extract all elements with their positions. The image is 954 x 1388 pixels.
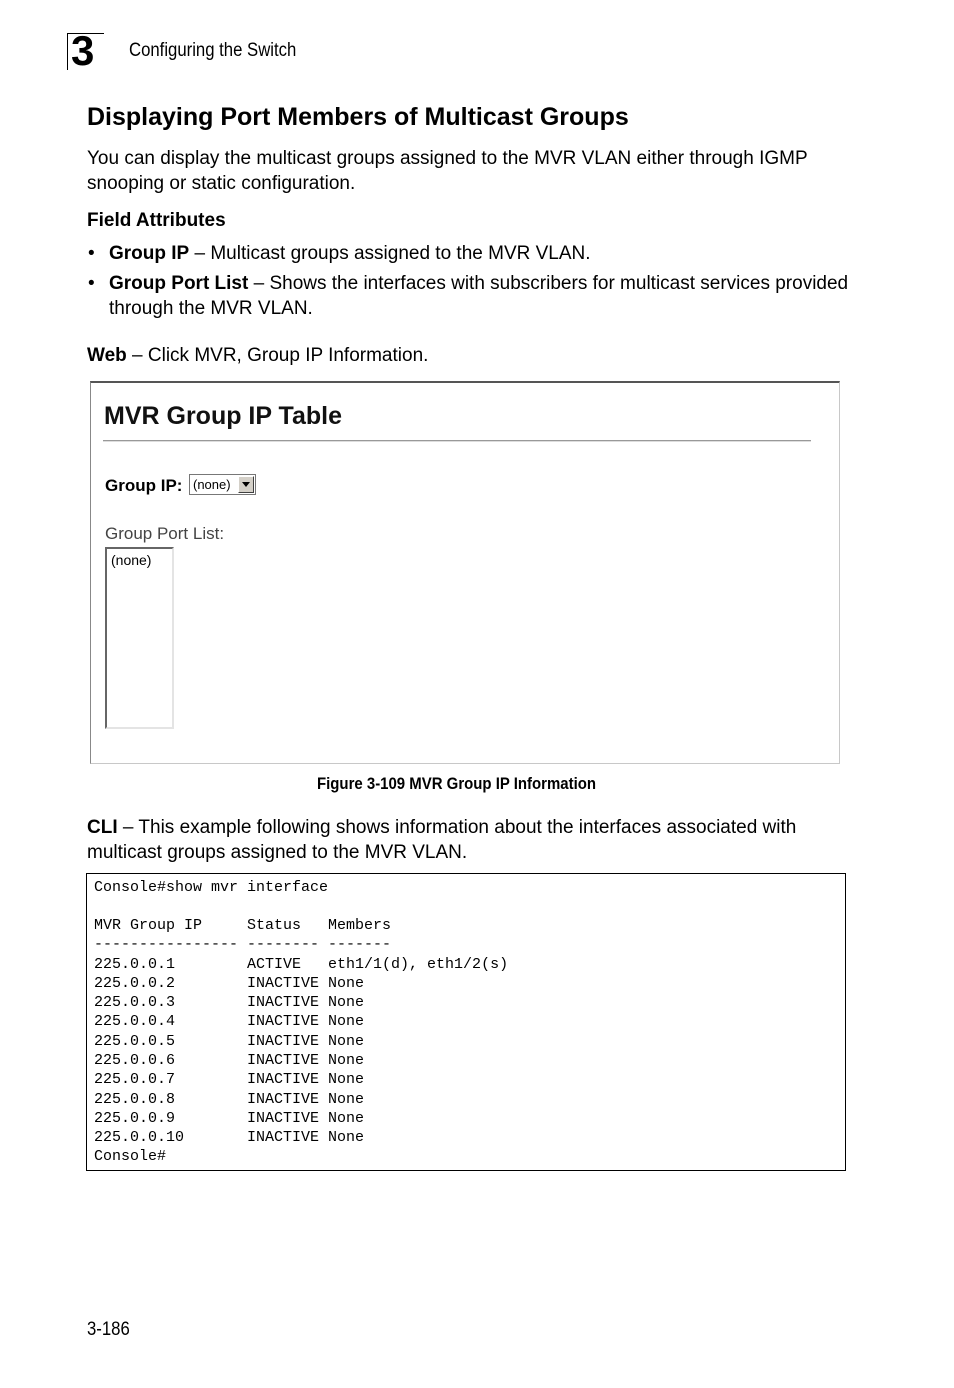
group-ip-selected-value: (none) [193,477,231,492]
mvr-group-ip-table-screenshot [90,381,840,764]
field-attribute-group-port-list [109,271,849,321]
web-instruction [87,344,428,368]
cli-instruction [87,815,857,865]
dropdown-arrow-icon[interactable] [238,476,254,493]
cli-label: CLI [87,817,118,838]
field-attribute-group-ip [109,241,849,266]
screenshot-title: MVR Group IP Table [104,402,342,430]
attribute-description: – Multicast groups assigned to the MVR VLAN. [189,243,591,264]
attribute-term: Group IP [109,243,190,264]
group-port-listbox[interactable] [105,547,174,729]
list-item[interactable]: (none) [111,552,152,568]
code-line: 225.0.0.6 INACTIVE None [94,1052,365,1069]
code-line: 225.0.0.4 INACTIVE None [94,1013,365,1030]
code-line: 225.0.0.8 INACTIVE None [94,1091,365,1108]
code-line: 225.0.0.10 INACTIVE None [94,1129,365,1146]
code-line: 225.0.0.3 INACTIVE None [94,994,365,1011]
code-line: 225.0.0.2 INACTIVE None [94,975,365,992]
code-line: 225.0.0.7 INACTIVE None [94,1071,365,1088]
code-line: MVR Group IP Status Members [94,917,392,934]
code-line: ---------------- -------- ------- [94,936,392,953]
bullet-marker: • [88,243,95,264]
group-port-list-label: Group Port List: [105,524,225,543]
web-text: – Click MVR, Group IP Information. [126,345,429,366]
page-number: 3-186 [87,1319,130,1340]
section-intro: You can display the multicast groups assigned to the MVR VLAN either through IGMP snooping or static configuration. [87,148,808,194]
bullet-marker: • [88,273,95,294]
cli-text: – This example following shows information about the interfaces associated with multicast groups assigned to the MVR VLAN. [87,817,797,863]
running-header-title: Configuring the Switch [129,40,297,61]
web-label: Web [87,345,127,366]
cli-output-box [86,873,846,1171]
attribute-description: – Shows the interfaces with subscribers for multicast services provided through the MVR VLAN. [109,273,849,319]
figure-caption: Figure 3-109 MVR Group IP Information [317,774,597,793]
title-divider [103,440,811,442]
code-line: 225.0.0.9 INACTIVE None [94,1110,365,1127]
chapter-number: 3 [71,27,95,74]
code-line: 225.0.0.1 ACTIVE eth1/1(d), eth1/2(s) [94,956,509,973]
group-ip-label: Group IP: [105,476,183,495]
code-line: 225.0.0.5 INACTIVE None [94,1033,365,1050]
code-line: Console#show mvr interface [94,879,329,896]
group-ip-select[interactable] [189,474,256,495]
field-attributes-heading: Field Attributes [87,210,226,231]
section-title: Displaying Port Members of Multicast Groups [87,103,629,131]
code-line: Console# [94,1148,167,1165]
attribute-term: Group Port List [109,273,249,294]
